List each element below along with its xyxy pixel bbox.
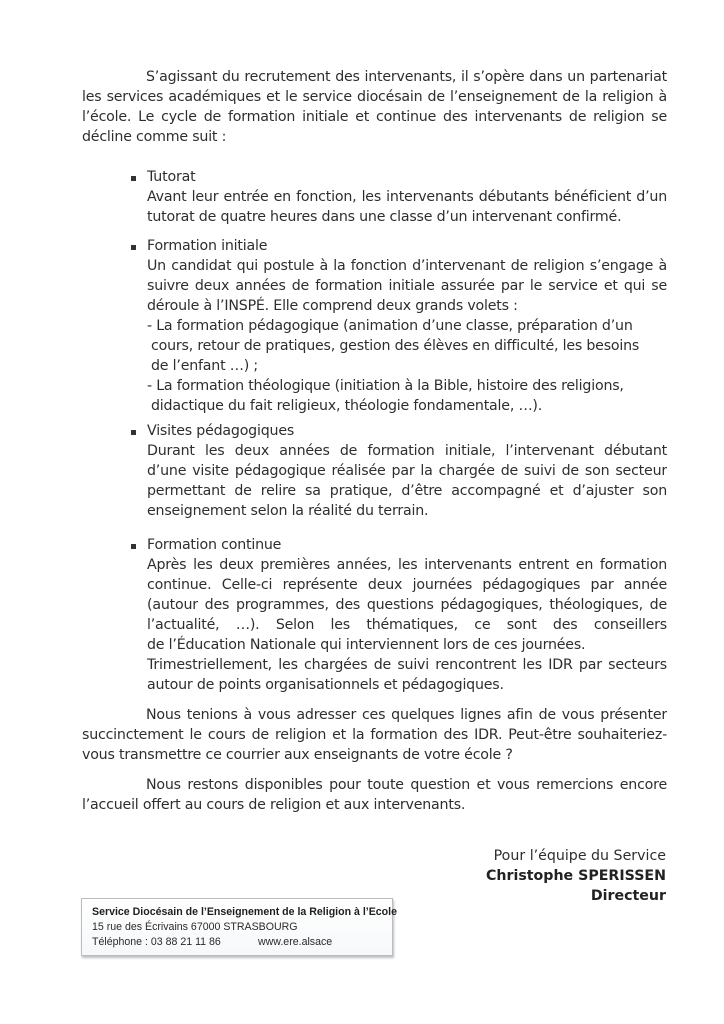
intro-line: décline comme suit : — [82, 129, 227, 145]
section-line: autour de points organisationnels et pédagogiques. — [147, 677, 504, 693]
section-line: (autour des programmes, des questions pédagogiques, théologiques, de — [147, 597, 667, 613]
section-line: l’actualité, …). Selon les thématiques, ce sont des conseillers — [147, 617, 667, 633]
section-line: continue. Celle-ci représente deux journées pédagogiques par année — [147, 577, 667, 593]
section-subitem: didactique du fait religieux, théologie fondamentale, …). — [151, 398, 543, 414]
section-subitem: - La formation théologique (initiation à la Bible, histoire des religions, — [147, 378, 624, 394]
section-line: Trimestriellement, les chargées de suivi rencontrent les IDR par secteurs — [147, 657, 667, 673]
section-title: Formation initiale — [147, 238, 268, 254]
signature-greeting: Pour l’équipe du Service — [493, 848, 666, 864]
intro-line: S’agissant du recrutement des intervenants, il s’opère dans un partenariat — [146, 69, 667, 85]
bullet-icon — [131, 245, 136, 250]
bullet-icon — [131, 544, 136, 549]
section-line: d’une visite pédagogique réalisée par la chargée de suivi de son secteur — [147, 463, 667, 479]
section-title: Formation continue — [147, 537, 282, 553]
section-subitem: cours, retour de pratiques, gestion des élèves en difficulté, les besoins — [151, 338, 640, 354]
footer-address-box — [81, 898, 397, 956]
signature-name: Christophe SPERISSEN — [485, 868, 666, 884]
section-title: Visites pédagogiques — [147, 423, 295, 439]
footer-phone: Téléphone : 03 88 21 11 86 — [92, 936, 221, 948]
section-line: Avant leur entrée en fonction, les intervenants débutants bénéficient d’un — [147, 189, 667, 205]
closing-line: vous transmettre ce courrier aux enseignants de votre école ? — [82, 747, 513, 763]
footer-address: 15 rue des Écrivains 67000 STRASBOURG — [92, 921, 298, 933]
section-line: tutorat de quatre heures dans une classe d’un intervenant confirmé. — [147, 209, 622, 225]
closing-line: Nous restons disponibles pour toute question et vous remercions encore — [146, 777, 667, 793]
section-title: Tutorat — [147, 169, 196, 185]
signature-role: Directeur — [590, 888, 666, 904]
bullet-icon — [131, 430, 136, 435]
footer-website-link[interactable]: www.ere.alsace — [258, 936, 333, 948]
closing-line: l’accueil offert au cours de religion et aux intervenants. — [82, 797, 466, 813]
intro-line: l’école. Le cycle de formation initiale et continue des intervenants de religion se — [82, 109, 667, 125]
footer-organization: Service Diocésain de l’Enseignement de la Religion à l’Ecole — [92, 906, 397, 918]
closing-line: Nous tenions à vous adresser ces quelques lignes afin de vous présenter — [146, 707, 667, 723]
section-subitem: de l’enfant …) ; — [151, 358, 258, 374]
section-line: Durant les deux années de formation initiale, l’intervenant débutant — [147, 443, 667, 459]
section-line: suivre deux années de formation initiale assurée par le service et qui se — [147, 278, 667, 294]
section-line: de l’Éducation Nationale qui interviennent lors de ces journées. — [147, 637, 586, 653]
section-line: enseignement selon la réalité du terrain. — [147, 503, 429, 519]
section-line: Après les deux premières années, les intervenants entrent en formation — [147, 557, 667, 573]
intro-line: les services académiques et le service diocésain de l’enseignement de la religion à — [82, 89, 667, 105]
section-line: permettant de relire sa pratique, d’être accompagné et d’ajuster son — [147, 483, 667, 499]
closing-line: succinctement le cours de religion et la formation des IDR. Peut-être souhaiteriez- — [82, 727, 667, 743]
section-subitem: - La formation pédagogique (animation d’une classe, préparation d’un — [147, 318, 633, 334]
section-line: Un candidat qui postule à la fonction d’intervenant de religion s’engage à — [147, 258, 667, 274]
section-line: déroule à l’INSPÉ. Elle comprend deux grands volets : — [147, 298, 518, 314]
bullet-icon — [131, 176, 136, 181]
